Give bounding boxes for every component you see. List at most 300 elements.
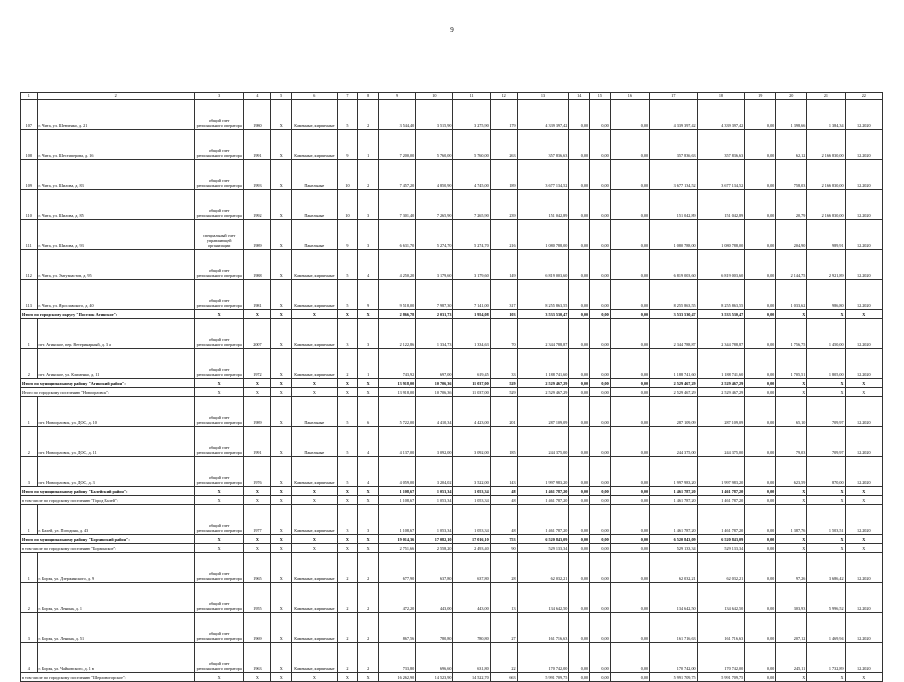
- table-cell: 1 461 787,20: [697, 487, 745, 496]
- table-cell: Х: [292, 310, 338, 319]
- table-cell: 2: [358, 583, 379, 613]
- table-cell: 753: [490, 535, 517, 544]
- table-cell: 108: [21, 130, 38, 160]
- table-cell: 161 716,63: [697, 613, 745, 643]
- table-cell: 2 866,78: [378, 310, 415, 319]
- table-cell: г. Борзя, ул. Дзержинского, д. 9: [37, 553, 194, 583]
- table-cell: 134 642,50: [517, 583, 569, 613]
- table-cell: 1 997 983,20: [517, 457, 569, 487]
- table-cell: Х: [271, 388, 292, 397]
- table-cell: 3 515,90: [416, 100, 453, 130]
- table-cell: 6: [358, 397, 379, 427]
- table-cell: 357 836,63: [517, 130, 569, 160]
- table-cell: 0,00: [590, 487, 611, 496]
- table-cell: Х: [271, 535, 292, 544]
- table-cell: Х: [194, 388, 244, 397]
- table-cell: Х: [776, 496, 807, 505]
- table-cell: 17 082,10: [416, 535, 453, 544]
- table-cell: 0,00: [569, 250, 590, 280]
- table-cell: 3 544,40: [378, 100, 415, 130]
- table-cell: 12.2020: [845, 100, 882, 130]
- table-cell: 3: [358, 319, 379, 349]
- table-cell: общий счет регионального оператора: [194, 130, 244, 160]
- header-cell: 8: [358, 93, 379, 100]
- table-cell: 170 742,00: [697, 643, 745, 673]
- table-cell: Х: [807, 487, 845, 496]
- table-cell: 12.2020: [845, 319, 882, 349]
- table-cell: общий счет регионального оператора: [194, 100, 244, 130]
- table-cell: Х: [194, 496, 244, 505]
- table-cell: 7 200,00: [378, 130, 415, 160]
- table-cell: г. Чита, ул. Энтузиастов, д. 95: [37, 250, 194, 280]
- table-cell: 0,00: [745, 496, 776, 505]
- table-cell: 151 042,89: [650, 190, 698, 220]
- table-cell: 0,00: [610, 487, 649, 496]
- table-cell: 1 450,00: [807, 319, 845, 349]
- table-cell: 97,26: [776, 553, 807, 583]
- table-cell: 2: [337, 553, 358, 583]
- table-cell: 0,00: [590, 583, 611, 613]
- table-cell: 472,20: [378, 583, 415, 613]
- table-cell: 303,93: [776, 583, 807, 613]
- table-cell: Х: [337, 388, 358, 397]
- table-cell: г. Чита, ул. Ярославского, д. 40: [37, 280, 194, 310]
- table-cell: 245,11: [776, 643, 807, 673]
- table-cell: 170 742,00: [650, 643, 698, 673]
- table-cell: 5: [337, 280, 358, 310]
- table-cell: 3: [358, 505, 379, 535]
- table-cell: 185: [490, 427, 517, 457]
- table-cell: 0,00: [745, 583, 776, 613]
- table-cell: г. Борзя, ул. Ленина, д. 51: [37, 613, 194, 643]
- table-cell: 0,00: [610, 427, 649, 457]
- table-cell: 0,00: [590, 160, 611, 190]
- table-cell: 1 108,67: [378, 487, 415, 496]
- table-cell: 161 716,63: [517, 613, 569, 643]
- table-cell: 1 053,34: [416, 487, 453, 496]
- table-cell: 2 529 467,29: [697, 379, 745, 388]
- table-cell: 4 339 397,42: [517, 100, 569, 130]
- table-cell: 1 705,51: [776, 349, 807, 379]
- table-cell: 8 255 863,55: [650, 280, 698, 310]
- table-cell: 6 520 843,09: [517, 535, 569, 544]
- table-row: [21, 130, 883, 160]
- table-cell: 12.2020: [845, 613, 882, 643]
- table-row: [21, 505, 883, 535]
- table-cell: 1992: [244, 190, 271, 220]
- header-cell: 9: [378, 93, 415, 100]
- table-cell: 207,12: [776, 613, 807, 643]
- header-cell: 21: [807, 93, 845, 100]
- table-cell: 33: [490, 349, 517, 379]
- table-cell: 2 166 830,00: [807, 160, 845, 190]
- table-cell: 2 122,86: [378, 319, 415, 349]
- table-cell: 12.2020: [845, 349, 882, 379]
- table-cell: 0,00: [590, 220, 611, 250]
- table-cell: 10: [337, 160, 358, 190]
- table-cell: 3 533 530,47: [517, 310, 569, 319]
- table-cell: 48: [490, 487, 517, 496]
- table-cell: 149: [490, 250, 517, 280]
- table-cell: общий счет регионального оператора: [194, 250, 244, 280]
- table-cell: 0,00: [610, 496, 649, 505]
- table-cell: 0,00: [569, 427, 590, 457]
- table-cell: 0,00: [745, 220, 776, 250]
- table-cell: Х: [807, 673, 845, 682]
- table-cell: 0,00: [569, 535, 590, 544]
- table-cell: 6 819 003,60: [697, 250, 745, 280]
- table-cell: 0,00: [590, 388, 611, 397]
- table-cell: 1 053,34: [453, 496, 490, 505]
- table-cell: г. Чита, ул. Шевченко, д. 21: [37, 100, 194, 130]
- table-cell: 134 642,50: [697, 583, 745, 613]
- table-cell: 1977: [244, 505, 271, 535]
- table-cell: 870,00: [807, 457, 845, 487]
- table-body: [21, 93, 883, 682]
- table-cell: 2 558,20: [416, 544, 453, 553]
- table-cell: общий счет регионального оператора: [194, 583, 244, 613]
- table-cell: Каменные, кирпичные: [292, 553, 338, 583]
- table-cell: 5: [337, 100, 358, 130]
- table-cell: 0,00: [610, 379, 649, 388]
- table-cell: 1: [21, 397, 38, 427]
- group-label: в том числе по городскому поселению "Город Балей":: [21, 496, 195, 505]
- table-cell: Х: [271, 319, 292, 349]
- table-cell: 111: [21, 220, 38, 250]
- header-cell: 13: [517, 93, 569, 100]
- table-cell: 3: [21, 613, 38, 643]
- table-row: [21, 643, 883, 673]
- table-cell: 0,00: [745, 535, 776, 544]
- table-cell: Х: [271, 250, 292, 280]
- table-cell: 3 092,00: [453, 427, 490, 457]
- table-cell: 0,00: [610, 643, 649, 673]
- group-label: в том числе по городскому поселению "Борзинское":: [21, 544, 195, 553]
- table-cell: 0,00: [745, 613, 776, 643]
- table-cell: 1 732,89: [807, 643, 845, 673]
- table-cell: 1 398,66: [776, 100, 807, 130]
- table-cell: Каменные, кирпичные: [292, 643, 338, 673]
- table-cell: 4: [21, 643, 38, 673]
- table-cell: Х: [807, 544, 845, 553]
- header-row: [21, 93, 883, 100]
- table-cell: 697,00: [416, 349, 453, 379]
- table-cell: 0,00: [745, 673, 776, 682]
- table-cell: Х: [845, 535, 882, 544]
- table-cell: 2 344 788,87: [650, 319, 698, 349]
- table-cell: 2: [358, 160, 379, 190]
- table-cell: 780,80: [416, 613, 453, 643]
- table-cell: Каменные, кирпичные: [292, 505, 338, 535]
- group-label: Итого по городскому поселению "Новоорловск":: [21, 388, 195, 397]
- table-cell: 12.2020: [845, 130, 882, 160]
- table-cell: 1 108,67: [378, 496, 415, 505]
- table-cell: 0,00: [610, 613, 649, 643]
- table-cell: 6 819 003,60: [650, 250, 698, 280]
- table-cell: 7 457,20: [378, 160, 415, 190]
- table-cell: общий счет регионального оператора: [194, 553, 244, 583]
- table-cell: 8 255 863,55: [697, 280, 745, 310]
- table-cell: 1 461 787,20: [517, 496, 569, 505]
- table-cell: Х: [271, 544, 292, 553]
- table-cell: 623,59: [776, 457, 807, 487]
- table-cell: Х: [845, 487, 882, 496]
- header-cell: 2: [37, 93, 194, 100]
- table-cell: 7 265,90: [416, 190, 453, 220]
- table-cell: 7 141,00: [453, 280, 490, 310]
- table-cell: 0,00: [745, 505, 776, 535]
- table-cell: 5 274,70: [416, 220, 453, 250]
- table-cell: 0,00: [569, 613, 590, 643]
- table-cell: Х: [244, 379, 271, 388]
- table-cell: общий счет регионального оператора: [194, 613, 244, 643]
- table-cell: 0,00: [610, 349, 649, 379]
- group-label: в том числе по городскому поселению "Шерловогорское":: [21, 673, 195, 682]
- table-cell: Х: [271, 643, 292, 673]
- header-cell: 12: [490, 93, 517, 100]
- table-cell: 2: [337, 583, 358, 613]
- table-cell: 2 529 467,29: [650, 379, 698, 388]
- table-cell: 6 520 843,09: [650, 535, 698, 544]
- table-cell: 0,00: [569, 457, 590, 487]
- table-cell: 14 522,70: [453, 673, 490, 682]
- table-cell: 113: [21, 280, 38, 310]
- table-cell: 90: [490, 544, 517, 553]
- table-cell: 4 059,00: [378, 457, 415, 487]
- table-cell: 1 053,34: [453, 505, 490, 535]
- table-cell: 743,92: [378, 349, 415, 379]
- table-cell: 0,00: [610, 220, 649, 250]
- table-cell: 529 133,34: [650, 544, 698, 553]
- table-cell: г. Чита, ул. Шилова, д. 85: [37, 190, 194, 220]
- table-cell: 287 109,09: [517, 397, 569, 427]
- table-cell: 0,00: [590, 505, 611, 535]
- table-cell: 529 133,34: [517, 544, 569, 553]
- table-cell: 0,00: [745, 250, 776, 280]
- table-cell: 663: [490, 673, 517, 682]
- table-cell: 0,00: [610, 310, 649, 319]
- table-cell: 0,00: [745, 190, 776, 220]
- table-cell: 0,00: [590, 310, 611, 319]
- table-cell: 0,00: [745, 643, 776, 673]
- table-cell: 1965: [244, 553, 271, 583]
- table-cell: 0,00: [569, 487, 590, 496]
- table-cell: г. Балей, ул. Погодина, д. 43: [37, 505, 194, 535]
- table-row: [21, 457, 883, 487]
- table-cell: 0,00: [569, 496, 590, 505]
- table-cell: 244 375,00: [650, 427, 698, 457]
- table-cell: 758,03: [776, 160, 807, 190]
- table-cell: Х: [271, 100, 292, 130]
- table-cell: 20,79: [776, 190, 807, 220]
- table-row: [21, 613, 883, 643]
- table-cell: Х: [292, 496, 338, 505]
- table-cell: 0,00: [610, 388, 649, 397]
- table-cell: Х: [845, 496, 882, 505]
- register-table: [20, 92, 883, 682]
- table-cell: 1976: [244, 457, 271, 487]
- table-row: [21, 427, 883, 457]
- table-cell: 989,91: [807, 220, 845, 250]
- table-cell: 1: [21, 319, 38, 349]
- table-cell: Х: [776, 544, 807, 553]
- table-cell: Х: [194, 544, 244, 553]
- table-cell: 0,00: [745, 310, 776, 319]
- table-cell: 134 642,50: [650, 583, 698, 613]
- table-cell: 5 274,70: [453, 220, 490, 250]
- table-cell: 2 529 467,29: [697, 388, 745, 397]
- table-cell: 10 706,36: [416, 388, 453, 397]
- table-cell: 0,00: [745, 553, 776, 583]
- table-cell: Х: [337, 487, 358, 496]
- table-cell: 204,90: [776, 220, 807, 250]
- table-cell: 0,00: [569, 100, 590, 130]
- table-cell: 1963: [244, 643, 271, 673]
- table-cell: Х: [194, 310, 244, 319]
- table-cell: 0,00: [590, 130, 611, 160]
- table-cell: г. Чита, ул. Шестиперова, д. 16: [37, 130, 194, 160]
- table-cell: 62 032,21: [517, 553, 569, 583]
- table-cell: 0,00: [610, 130, 649, 160]
- table-cell: 5: [337, 397, 358, 427]
- table-cell: Х: [244, 535, 271, 544]
- table-cell: 733,80: [378, 643, 415, 673]
- table-cell: 6 631,70: [378, 220, 415, 250]
- header-cell: 14: [569, 93, 590, 100]
- table-cell: 0,00: [745, 379, 776, 388]
- table-cell: 780,80: [453, 613, 490, 643]
- table-cell: 5 760,00: [453, 130, 490, 160]
- table-cell: 1972: [244, 349, 271, 379]
- table-cell: Х: [271, 280, 292, 310]
- table-cell: 1 188 741,60: [697, 349, 745, 379]
- table-cell: 16 262,90: [378, 673, 415, 682]
- table-row: [21, 250, 883, 280]
- table-cell: 70: [490, 319, 517, 349]
- table-cell: 2 529 467,29: [517, 388, 569, 397]
- table-cell: Каменные, кирпичные: [292, 319, 338, 349]
- table-cell: 0,00: [569, 319, 590, 349]
- table-cell: Х: [244, 496, 271, 505]
- table-cell: Х: [337, 535, 358, 544]
- table-cell: Х: [776, 673, 807, 682]
- table-cell: Х: [807, 310, 845, 319]
- table-cell: 0,00: [569, 310, 590, 319]
- subtotal-row: [21, 496, 883, 505]
- table-cell: 5: [337, 250, 358, 280]
- table-cell: Х: [271, 220, 292, 250]
- table-cell: 637,80: [416, 553, 453, 583]
- table-cell: 1: [358, 349, 379, 379]
- table-cell: Х: [271, 583, 292, 613]
- table-cell: 4 137,00: [378, 427, 415, 457]
- header-cell: 16: [610, 93, 649, 100]
- table-cell: Х: [194, 379, 244, 388]
- table-cell: 0,00: [569, 379, 590, 388]
- table-cell: 12.2020: [845, 280, 882, 310]
- table-cell: 1 334,73: [416, 319, 453, 349]
- table-cell: Каменные, кирпичные: [292, 457, 338, 487]
- table-cell: 5 991 709,75: [650, 673, 698, 682]
- table-cell: 0,00: [610, 553, 649, 583]
- table-row: [21, 553, 883, 583]
- table-cell: 12.2020: [845, 583, 882, 613]
- table-cell: 0,00: [590, 319, 611, 349]
- table-cell: 0,00: [590, 643, 611, 673]
- table-cell: 2: [358, 553, 379, 583]
- table-cell: 216: [490, 220, 517, 250]
- table-cell: общий счет регионального оператора: [194, 319, 244, 349]
- table-cell: Каменные, кирпичные: [292, 613, 338, 643]
- table-cell: 10: [337, 190, 358, 220]
- table-cell: 709,97: [807, 397, 845, 427]
- table-cell: Х: [271, 553, 292, 583]
- table-cell: 0,00: [610, 397, 649, 427]
- table-cell: 110: [21, 190, 38, 220]
- table-cell: 11 037,00: [453, 379, 490, 388]
- table-cell: 0,00: [569, 553, 590, 583]
- table-row: [21, 280, 883, 310]
- table-cell: 239: [490, 190, 517, 220]
- table-cell: Х: [358, 673, 379, 682]
- table-cell: Х: [271, 379, 292, 388]
- table-cell: Х: [337, 379, 358, 388]
- table-cell: 0,00: [590, 535, 611, 544]
- table-cell: 0,00: [745, 130, 776, 160]
- table-cell: Панельные: [292, 397, 338, 427]
- table-cell: 10 706,36: [416, 379, 453, 388]
- table-cell: Х: [271, 505, 292, 535]
- table-cell: 12.2020: [845, 457, 882, 487]
- table-cell: Х: [358, 487, 379, 496]
- table-cell: 244 375,00: [517, 427, 569, 457]
- table-cell: общий счет регионального оператора: [194, 397, 244, 427]
- table-cell: 8 255 863,55: [517, 280, 569, 310]
- table-cell: Х: [244, 544, 271, 553]
- table-cell: Х: [358, 310, 379, 319]
- total-row: [21, 487, 883, 496]
- table-cell: 0,00: [569, 673, 590, 682]
- table-cell: 0,00: [745, 397, 776, 427]
- table-cell: 1989: [244, 397, 271, 427]
- table-cell: 3 275,90: [453, 100, 490, 130]
- table-cell: Х: [194, 487, 244, 496]
- table-cell: 4 339 397,42: [650, 100, 698, 130]
- table-cell: 0,00: [569, 190, 590, 220]
- table-cell: 0,00: [590, 553, 611, 583]
- table-row: [21, 160, 883, 190]
- table-cell: Каменные, кирпичные: [292, 583, 338, 613]
- table-cell: 1991: [244, 130, 271, 160]
- table-cell: 12.2020: [845, 250, 882, 280]
- table-cell: 0,00: [569, 505, 590, 535]
- table-cell: 2 344 788,87: [517, 319, 569, 349]
- table-cell: 1988: [244, 250, 271, 280]
- table-cell: Каменные, кирпичные: [292, 349, 338, 379]
- table-cell: Х: [194, 673, 244, 682]
- table-cell: Х: [292, 388, 338, 397]
- table-cell: 529 133,34: [697, 544, 745, 553]
- table-cell: 1 805,00: [807, 349, 845, 379]
- table-cell: 0,00: [610, 457, 649, 487]
- table-cell: Х: [807, 388, 845, 397]
- table-cell: 0,00: [610, 160, 649, 190]
- table-cell: Х: [292, 379, 338, 388]
- table-cell: 3 533 530,47: [650, 310, 698, 319]
- table-cell: 79,03: [776, 427, 807, 457]
- table-cell: 22: [490, 643, 517, 673]
- table-cell: 12.2020: [845, 397, 882, 427]
